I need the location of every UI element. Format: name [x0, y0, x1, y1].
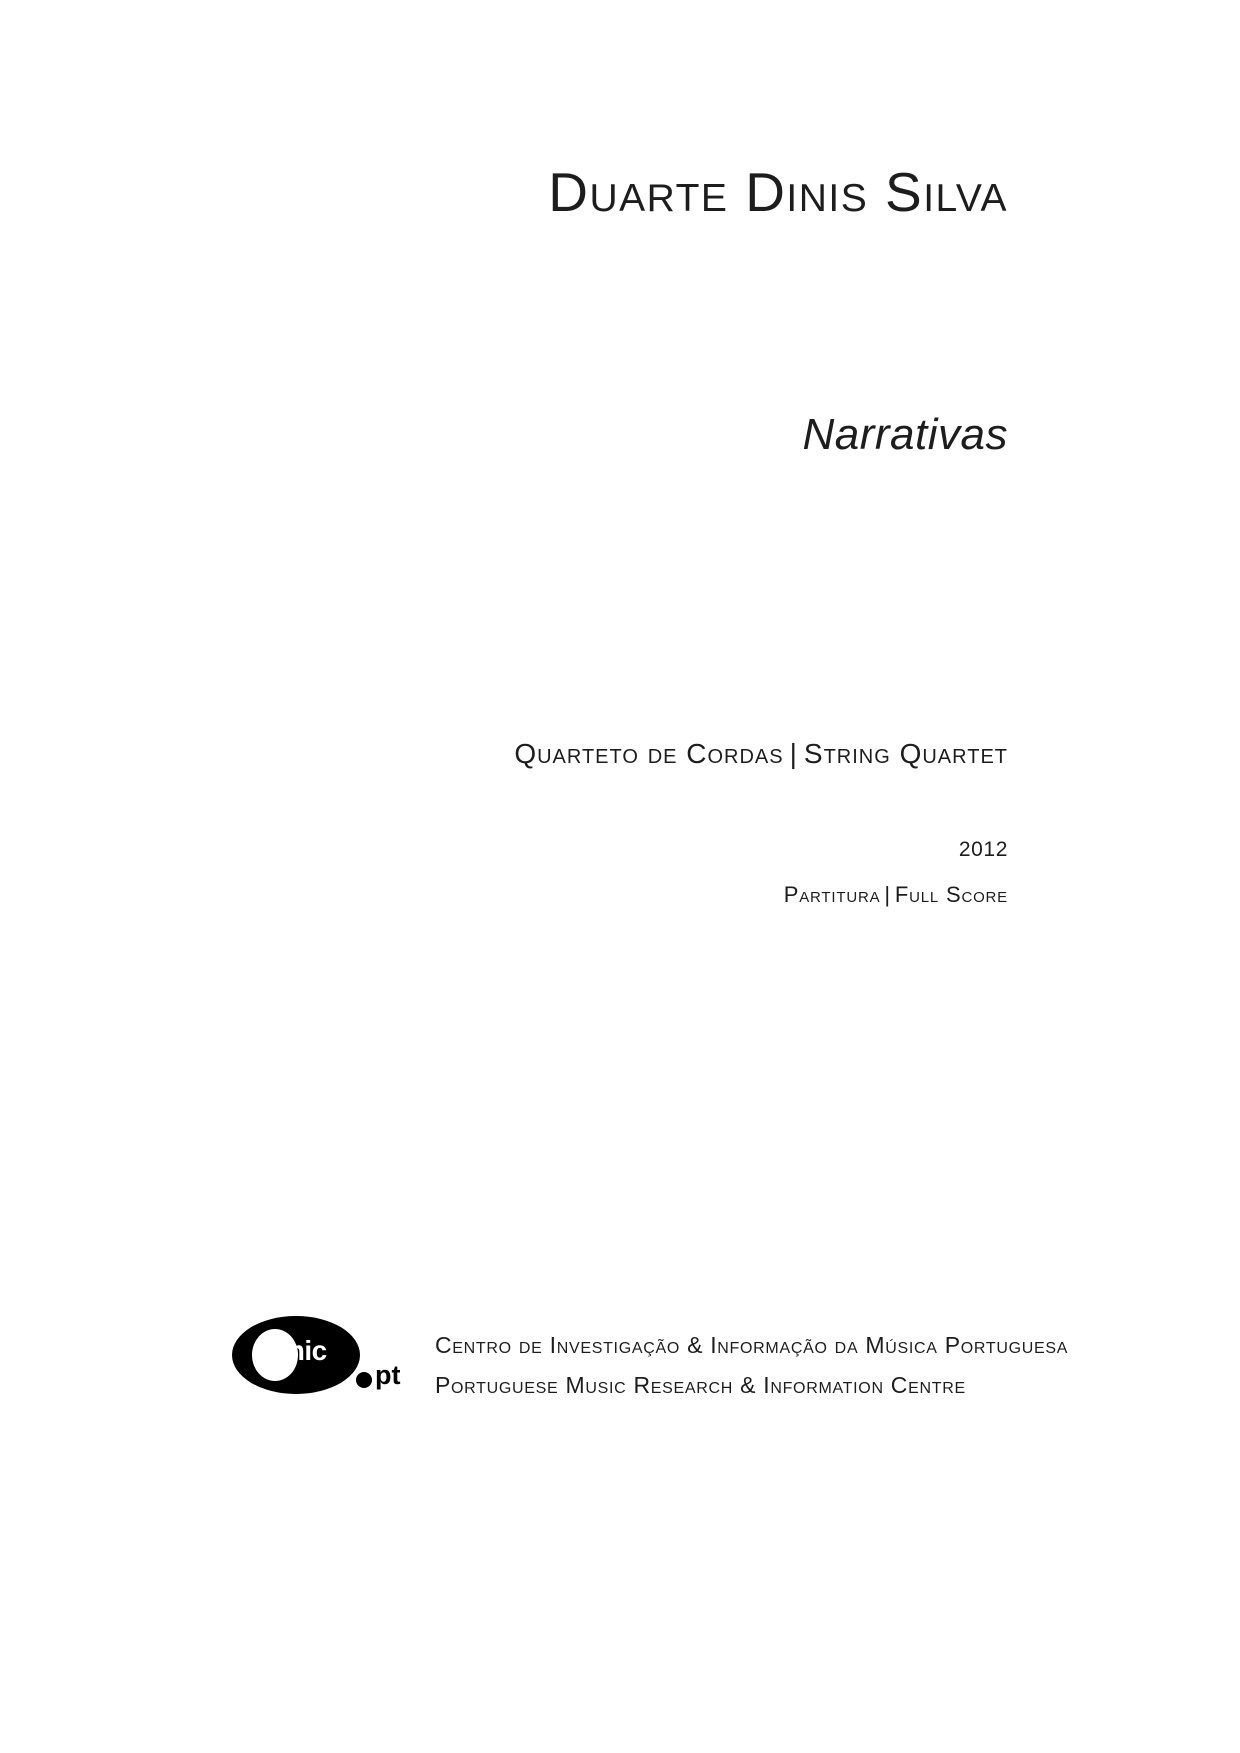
logo-pt-text: pt: [375, 1360, 401, 1390]
work-title: Narrativas: [802, 410, 1008, 459]
score-type-portuguese: Partitura: [783, 882, 881, 907]
mic-pt-logo-icon: [232, 1310, 407, 1406]
composer-name: Duarte Dinis Silva: [548, 161, 1008, 223]
year: 2012: [958, 838, 1008, 861]
publisher-name-portuguese: Centro de Investigação & Informação da Música Portuguesa: [435, 1331, 1069, 1358]
instrumentation-portuguese: Quarteto de Cordas: [514, 738, 784, 769]
instrumentation-separator: |: [789, 738, 798, 769]
score-type-english: Full Score: [894, 882, 1008, 907]
logo-mic-text: mic: [280, 1335, 327, 1366]
logo-dot-shape: [356, 1372, 372, 1388]
score-type: [784, 882, 1008, 908]
instrumentation: [514, 738, 1008, 770]
publisher-name-block: [435, 1318, 1068, 1399]
publisher-footer: [232, 1310, 1068, 1406]
instrumentation-english: String Quartet: [803, 738, 1008, 769]
score-type-separator: |: [884, 882, 891, 907]
publisher-name-english: Portuguese Music Research & Information Centre: [435, 1371, 966, 1398]
